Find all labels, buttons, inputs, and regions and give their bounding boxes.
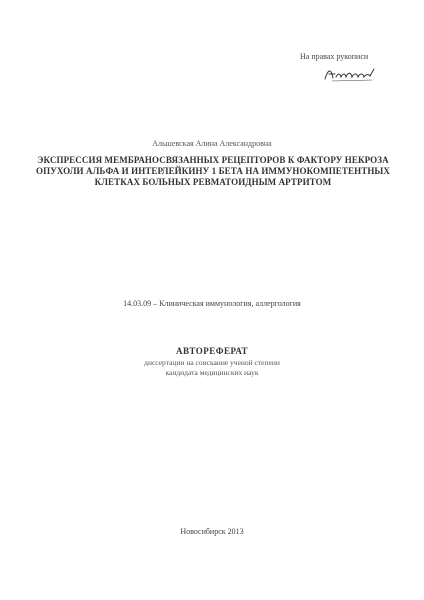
dissertation-title: ЭКСПРЕССИЯ МЕМБРАНОСВЯЗАННЫХ РЕЦЕПТОРОВ К ФАКТОРУ НЕКРОЗА ОПУХОЛИ АЛЬФА И ИНТЕРЛЕЙКИНУ 1 БЕТА НА ИММУНОКОМПЕТЕНТНЫХ КЛЕТКАХ БОЛЬНЫХ РЕВМАТОИДНЫМ АРТРИТОМ [36, 155, 390, 187]
degree-line-1: диссертации на соискание ученой степени [144, 358, 280, 367]
city-year: Новосибирск 2013 [180, 527, 244, 536]
author-name: Альшевская Алина Александровна [152, 139, 272, 148]
rights-note: На правах рукописи [300, 52, 369, 61]
degree-description [0, 358, 424, 378]
handwritten-signature [322, 65, 382, 83]
document-type: АВТОРЕФЕРАТ [175, 346, 249, 356]
specialty-code: 14.03.09 – Клиническая иммунология, аллергология [123, 299, 301, 308]
degree-line-2: кандидата медицинских наук [165, 368, 259, 377]
